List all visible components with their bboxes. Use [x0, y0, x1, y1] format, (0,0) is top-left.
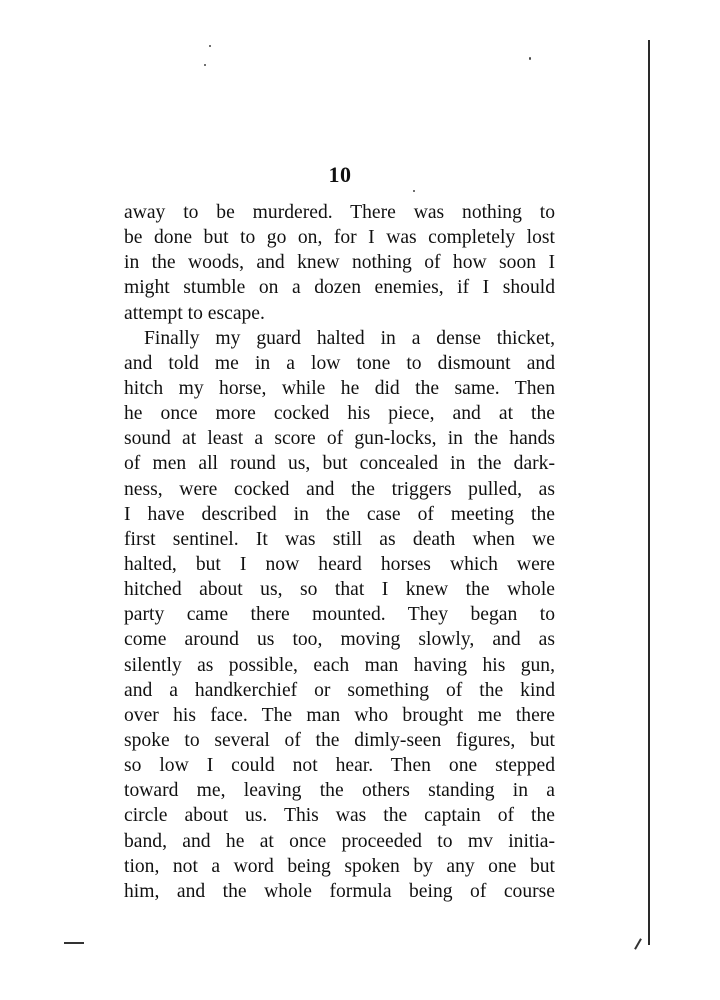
text-line: he once more cocked his piece, and at the — [124, 403, 555, 425]
text-line: spoke to several of the dimly-seen figures, but — [124, 729, 555, 751]
text-line: of men all round us, but concealed in the dark- — [124, 453, 555, 475]
text-line: hitch my horse, while he did the same. Then — [124, 377, 555, 399]
text-line: silently as possible, each man having his gun, — [124, 654, 555, 676]
text-line: tion, not a word being spoken by any one but — [124, 855, 555, 877]
text-line: attempt to escape. — [124, 302, 265, 324]
text-line: him, and the whole formula being of course — [124, 880, 555, 902]
page-number: 10 — [328, 162, 352, 187]
text-line: ness, were cocked and the triggers pulled, as — [124, 478, 555, 500]
text-line: circle about us. This was the captain of the — [124, 805, 555, 827]
text-line: party came there mounted. They began to — [124, 604, 555, 626]
text-line: so low I could not hear. Then one stepped — [124, 755, 555, 777]
scan-speck — [529, 57, 531, 60]
text-line: I have described in the case of meeting the — [124, 503, 555, 525]
text-line: halted, but I now heard horses which were — [124, 553, 555, 575]
text-line: come around us too, moving slowly, and as — [124, 629, 555, 651]
text-line: away to be murdered. There was nothing to — [124, 202, 555, 223]
text-line: Finally my guard halted in a dense thicket, — [144, 327, 555, 349]
text-line: toward me, leaving the others standing in a — [124, 780, 555, 802]
scan-mark-dash — [64, 942, 84, 944]
text-line: might stumble on a dozen enemies, if I should — [124, 277, 555, 299]
text-line: and a handkerchief or something of the kind — [124, 679, 555, 701]
text-line: hitched about us, so that I knew the whole — [124, 579, 555, 601]
text-line: first sentinel. It was still as death when we — [124, 528, 555, 550]
text-line: in the woods, and knew nothing of how soon I — [124, 252, 555, 274]
scan-mark-tick — [634, 938, 642, 949]
body-text — [124, 200, 555, 904]
text-line: and told me in a low tone to dismount and — [124, 352, 555, 374]
text-line: sound at least a score of gun-locks, in the hands — [124, 428, 555, 450]
text-line: be done but to go on, for I was completely lost — [124, 227, 555, 249]
scan-speck — [413, 190, 415, 192]
text-line: band, and he at once proceeded to mv initia- — [124, 830, 555, 852]
scan-speck — [204, 64, 206, 66]
scan-speck — [209, 45, 211, 47]
text-line: over his face. The man who brought me there — [124, 704, 555, 726]
